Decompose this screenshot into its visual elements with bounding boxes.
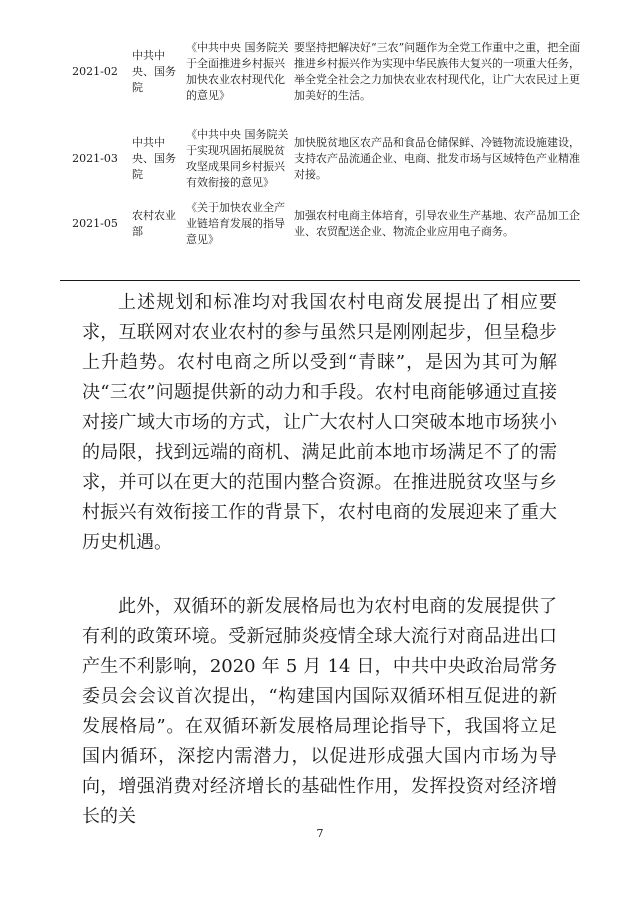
document-cell: 《关于加快农业全产业链培育发展的指导意见》 (186, 201, 285, 246)
content-cell: 加快脱贫地区农产品和食品仓储保鲜、冷链物流设施建设，支持农产品流通企业、电商、批发市场与区域特色产业精准对接。 (294, 136, 580, 181)
table-row (60, 118, 590, 200)
table-bottom-rule (60, 280, 580, 281)
date-cell: 2021-05 (72, 217, 118, 230)
table-row (60, 26, 590, 118)
body-paragraph: 上述规划和标准均对我国农村电商发展提出了相应要求，互联网对农业农村的参与虽然只是刚刚起步，但呈稳步上升趋势。农村电商之所以受到“青睐”，是因为其可为解决“三农”问题提供新的动力和手段。农村电商能够通过直接对接广域大市场的方式，让广大农村人口突破本地市场狭小的局限，找到远端的商机、满足此前本地市场满足不了的需求，并可以在更大的范围内整合资源。在推进脱贫攻坚与乡村振兴有效衔接工作的背景下，农村电商的发展迎来了重大历史机遇。 (82, 292, 557, 553)
org-cell: 中共中央、国务院 (132, 136, 176, 181)
org-cell: 中共中央、国务院 (132, 49, 176, 94)
document-cell: 《中共中央 国务院关于实现巩固拓展脱贫攻坚成果同乡村振兴有效衔接的意见》 (186, 128, 289, 189)
page-number: 7 (316, 827, 324, 840)
org-cell: 农村农业部 (132, 209, 176, 238)
table-row (60, 200, 590, 248)
body-paragraph: 此外，双循环的新发展格局也为农村电商的发展提供了有利的政策环境。受新冠肺炎疫情全球大流行对商品进出口产生不利影响，2020 年 5 月 14 日，中共中央政治局常务委员会会议首次提出，“构建国内国际双循环相互促进的新发展格局”。在双循环新发展格局理论指导下，我国将立足国内循环，深挖内需潜力，以促进形成强大国内市场为导向，增强消费对经济增长的基础性作用，发挥投资对经济增长的关 (82, 596, 557, 827)
content-cell: 加强农村电商主体培育，引导农业生产基地、农产品加工企业、农贸配送企业、物流企业应用电子商务。 (294, 209, 580, 238)
document-cell: 《中共中央 国务院关于全面推进乡村振兴加快农业农村现代化的意见》 (186, 41, 289, 102)
content-cell: 要坚持把解决好“三农”问题作为全党工作重中之重，把全面推进乡村振兴作为实现中华民族伟大复兴的一项重大任务，举全党全社会之力加快农业农村现代化，让广大农民过上更加美好的生活。 (294, 41, 581, 102)
date-cell: 2021-02 (72, 65, 118, 78)
policy-table (60, 26, 590, 248)
date-cell: 2021-03 (72, 152, 118, 165)
